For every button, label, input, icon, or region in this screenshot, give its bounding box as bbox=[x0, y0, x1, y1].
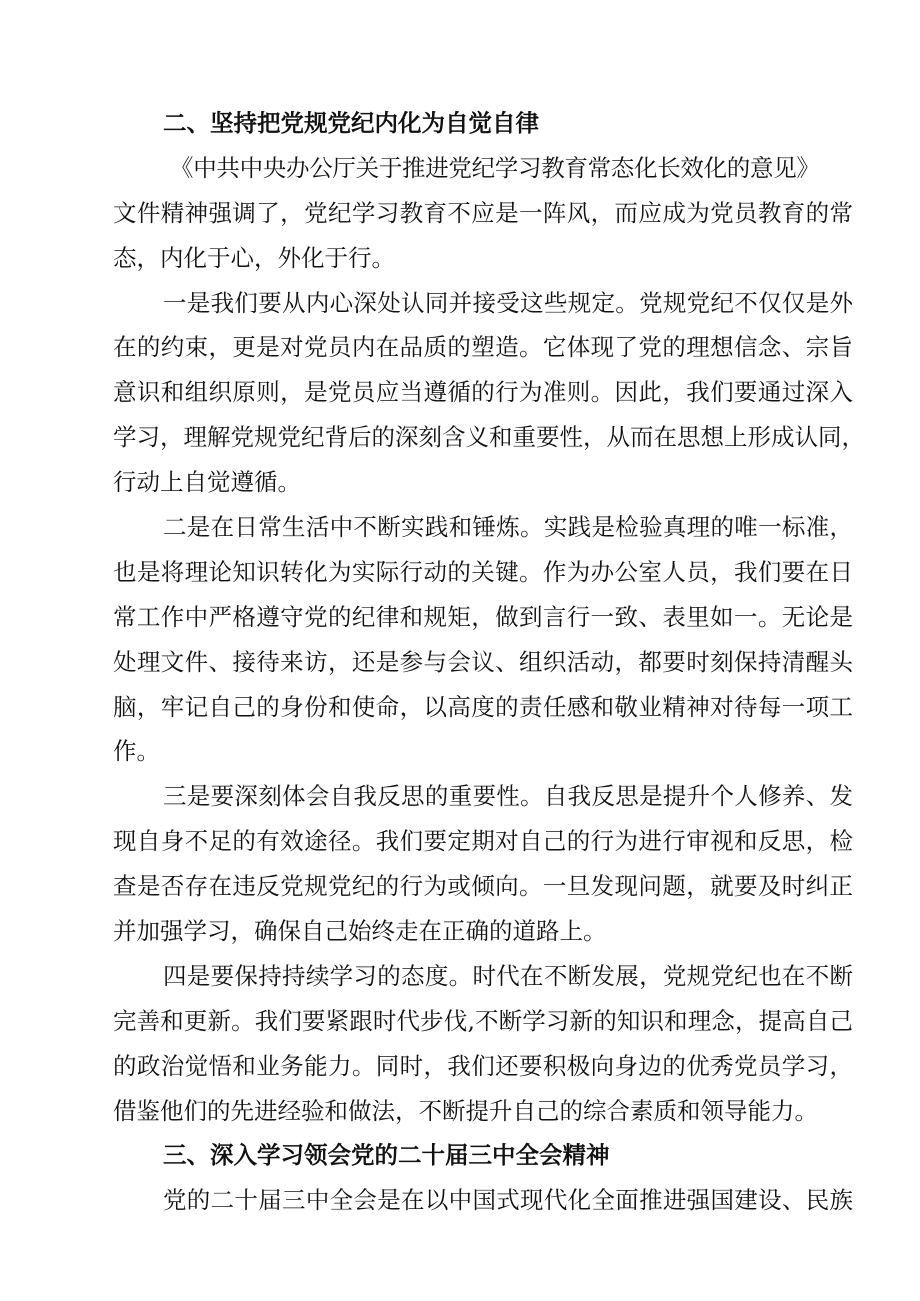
para3-line-1: 三是要深刻体会自我反思的重要性。自我反思是提升个人修养、发 bbox=[163, 782, 853, 811]
section-heading-3: 三、深入学习领会党的二十届三中全会精神 bbox=[163, 1141, 610, 1170]
section3-para1-line-1: 党的二十届三中全会是在以中国式现代化全面推进强国建设、民族 bbox=[163, 1186, 853, 1215]
intro-line-3: 态，内化于心，外化于行。 bbox=[113, 243, 395, 272]
para4-line-2: 完善和更新。我们要紧跟时代步伐,不断学习新的知识和理念，提高自己 bbox=[113, 1006, 853, 1035]
para4-line-1: 四是要保持持续学习的态度。时代在不断发展，党规党纪也在不断 bbox=[163, 961, 853, 990]
para2-line-1: 二是在日常生活中不断实践和锤炼。实践是检验真理的唯一标准， bbox=[163, 513, 853, 542]
para3-line-3: 查是否存在违反党规党纪的行为或倾向。一旦发现问题，就要及时纠正 bbox=[113, 872, 853, 901]
para3-line-4: 并加强学习，确保自己始终走在正确的道路上。 bbox=[113, 917, 607, 946]
para4-line-3: 的政治觉悟和业务能力。同时，我们还要积极向身边的优秀党员学习， bbox=[113, 1051, 853, 1080]
section-heading-2: 二、坚持把党规党纪内化为自觉自律 bbox=[163, 109, 539, 137]
para2-line-3: 常工作中严格遵守党的纪律和规矩，做到言行一致、表里如一。无论是 bbox=[113, 602, 853, 631]
para1-line-4: 学习，理解党规党纪背后的深刻含义和重要性，从而在思想上形成认同， bbox=[113, 423, 865, 452]
document-body bbox=[113, 101, 865, 1223]
para1-line-1: 一是我们要从内心深处认同并接受这些规定。党规党纪不仅仅是外 bbox=[163, 288, 853, 317]
para1-line-5: 行动上自觉遵循。 bbox=[113, 468, 301, 497]
para2-line-4: 处理文件、接待来访，还是参与会议、组织活动，都要时刻保持清醒头 bbox=[113, 647, 853, 676]
para2-line-5: 脑，牢记自己的身份和使命，以高度的责任感和敬业精神对待每一项工 bbox=[113, 692, 853, 721]
para2-line-2: 也是将理论知识转化为实际行动的关键。作为办公室人员，我们要在日 bbox=[113, 557, 853, 586]
para3-line-2: 现自身不足的有效途径。我们要定期对自己的行为进行审视和反思，检 bbox=[113, 827, 853, 856]
para1-line-2: 在的约束，更是对党员内在品质的塑造。它体现了党的理想信念、宗旨 bbox=[113, 333, 853, 362]
intro-line-1: 《中共中央办公厅关于推进党纪学习教育常态化长效化的意见》 bbox=[170, 153, 820, 182]
intro-line-2: 文件精神强调了，党纪学习教育不应是一阵风，而应成为党员教育的常 bbox=[113, 198, 853, 227]
para2-line-6: 作。 bbox=[113, 737, 160, 766]
para1-line-3: 意识和组织原则，是党员应当遵循的行为准则。因此，我们要通过深入 bbox=[113, 378, 853, 407]
para4-line-4: 借鉴他们的先进经验和做法，不断提升自己的综合素质和领导能力。 bbox=[113, 1096, 818, 1125]
